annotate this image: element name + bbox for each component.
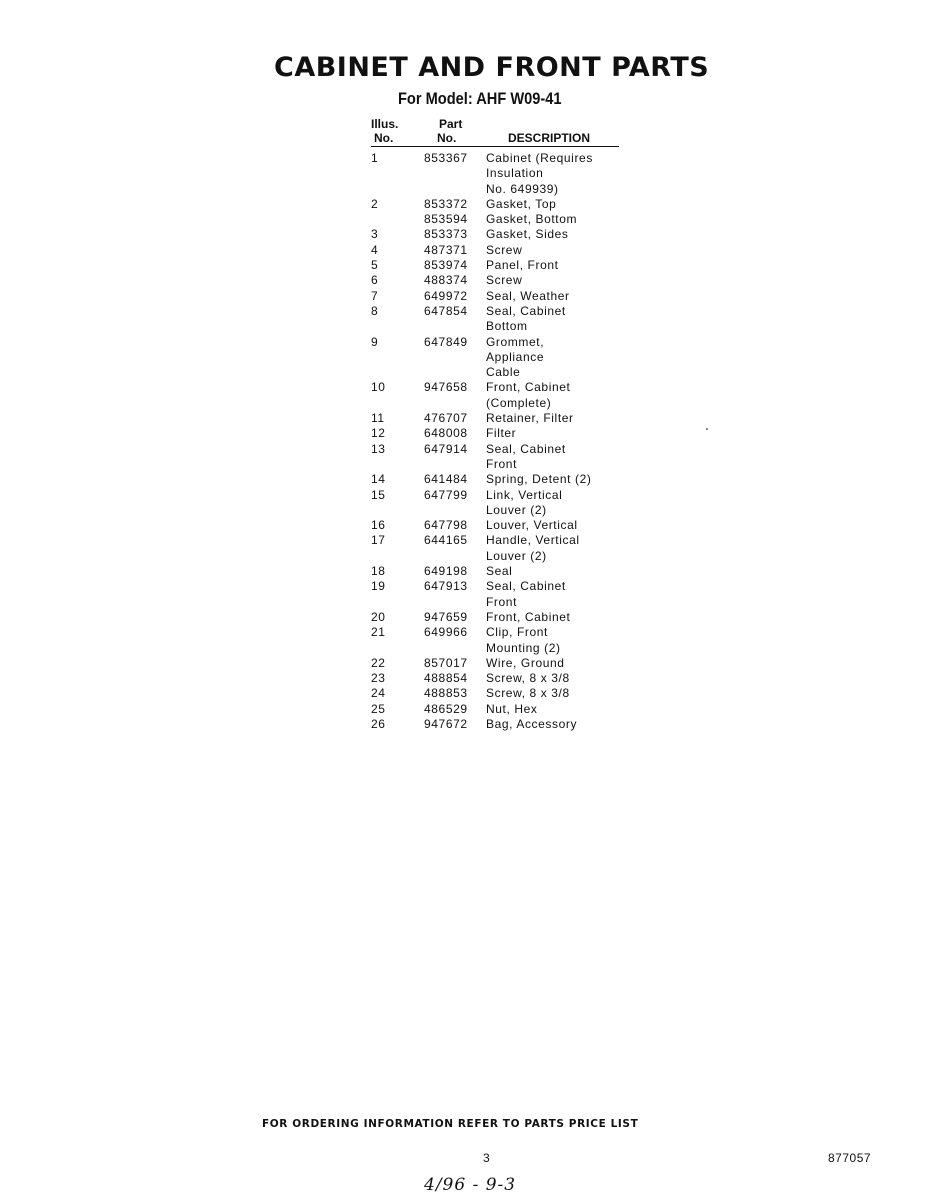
part-description <box>486 151 666 197</box>
illus-number: 19 <box>371 579 386 594</box>
part-number: 647798 <box>424 518 468 533</box>
part-number: 644165 <box>424 533 468 548</box>
description-line: Wire, Ground <box>486 655 565 670</box>
description-line: Bottom <box>486 319 528 334</box>
description-line: Grommet, <box>486 334 545 349</box>
parts-table <box>371 116 621 731</box>
part-description <box>486 289 666 304</box>
illus-number: 20 <box>371 609 386 624</box>
description-line: Spring, Detent (2) <box>486 472 592 487</box>
description-line: Louver (2) <box>486 502 547 517</box>
table-row <box>371 533 671 564</box>
part-description <box>486 518 666 533</box>
illus-number: 3 <box>371 227 379 242</box>
table-row <box>371 411 671 426</box>
table-row <box>371 656 671 671</box>
table-row <box>371 380 671 411</box>
table-row <box>371 273 671 288</box>
handwritten-date: 4/96 - 9-3 <box>424 1175 517 1195</box>
description-line: Screw <box>486 273 523 288</box>
table-row <box>371 671 671 686</box>
description-line: No. 649939) <box>486 181 559 196</box>
illus-number: 9 <box>371 334 379 349</box>
table-row <box>371 472 671 487</box>
illus-number: 25 <box>371 701 386 716</box>
table-row <box>371 610 671 625</box>
illus-number: 12 <box>371 426 386 441</box>
table-row <box>371 579 671 610</box>
description-line: Screw <box>486 242 523 257</box>
description-line: Cable <box>486 365 521 380</box>
table-row <box>371 151 671 197</box>
header-rule <box>371 146 619 147</box>
table-row <box>371 686 671 701</box>
part-description <box>486 227 666 242</box>
illus-number: 1 <box>371 151 379 165</box>
part-description <box>486 197 666 212</box>
part-number: 647849 <box>424 334 468 349</box>
part-number: 947658 <box>424 380 468 395</box>
illus-number: 26 <box>371 716 386 731</box>
part-description <box>486 380 666 411</box>
description-line: Seal <box>486 564 513 579</box>
description-line: Cabinet (Requires <box>486 151 593 165</box>
scan-speck <box>706 428 708 430</box>
description-line: Gasket, Sides <box>486 227 569 242</box>
table-row <box>371 702 671 717</box>
part-description <box>486 610 666 625</box>
illus-number: 22 <box>371 655 386 670</box>
header-part-line2: No. <box>437 131 457 145</box>
part-description <box>486 472 666 487</box>
part-number: 486529 <box>424 701 468 716</box>
part-number: 853594 <box>424 212 468 227</box>
illus-number: 17 <box>371 533 386 548</box>
header-part-line1: Part <box>439 117 463 131</box>
part-description <box>486 411 666 426</box>
part-number: 647854 <box>424 303 468 318</box>
description-line: Filter <box>486 426 517 441</box>
description-line: Panel, Front <box>486 258 559 273</box>
table-row <box>371 304 671 335</box>
illus-number: 5 <box>371 258 379 273</box>
part-number: 488853 <box>424 686 468 701</box>
illus-number: 7 <box>371 288 379 303</box>
part-description <box>486 656 666 671</box>
table-row <box>371 442 671 473</box>
description-line: Front <box>486 456 518 471</box>
part-description <box>486 442 666 473</box>
description-line: Gasket, Top <box>486 196 557 211</box>
illus-number: 4 <box>371 242 379 257</box>
table-row <box>371 197 671 212</box>
table-row <box>371 488 671 519</box>
table-row <box>371 227 671 242</box>
description-line: Louver (2) <box>486 548 547 563</box>
model-subtitle: For Model: AHF W09-41 <box>398 89 562 108</box>
description-line: Handle, Vertical <box>486 533 580 548</box>
part-description <box>486 686 666 701</box>
description-line: Seal, Cabinet <box>486 579 566 594</box>
table-header <box>371 116 621 146</box>
part-description <box>486 671 666 686</box>
table-row <box>371 426 671 441</box>
part-description <box>486 533 666 564</box>
description-line: Link, Vertical <box>486 487 563 502</box>
description-line: Gasket, Bottom <box>486 212 578 227</box>
part-number: 947659 <box>424 609 468 624</box>
illus-number: 16 <box>371 518 386 533</box>
part-number: 853974 <box>424 258 468 273</box>
illus-number: 8 <box>371 303 379 318</box>
description-line: Nut, Hex <box>486 701 538 716</box>
description-line: Retainer, Filter <box>486 411 574 426</box>
part-number: 857017 <box>424 655 468 670</box>
part-number: 488854 <box>424 671 468 686</box>
table-row <box>371 289 671 304</box>
header-description: DESCRIPTION <box>508 131 591 145</box>
part-description <box>486 212 666 227</box>
illus-number <box>371 212 411 227</box>
illus-number: 6 <box>371 273 379 288</box>
part-number: 853367 <box>424 151 468 165</box>
part-number: 487371 <box>424 242 468 257</box>
description-line: Seal, Cabinet <box>486 303 566 318</box>
part-number: 647799 <box>424 487 468 502</box>
part-description <box>486 717 666 732</box>
table-row <box>371 212 671 227</box>
ordering-note: FOR ORDERING INFORMATION REFER TO PARTS PRICE LIST <box>262 1118 639 1130</box>
description-line: Seal, Cabinet <box>486 441 566 456</box>
illus-number: 24 <box>371 686 386 701</box>
part-number: 649966 <box>424 625 468 640</box>
table-row <box>371 518 671 533</box>
page-title: CABINET AND FRONT PARTS <box>274 52 710 83</box>
part-number: 853373 <box>424 227 468 242</box>
part-description <box>486 304 666 335</box>
part-description <box>486 488 666 519</box>
illus-number: 23 <box>371 671 386 686</box>
page-number: 3 <box>483 1151 490 1165</box>
table-row <box>371 564 671 579</box>
part-number: 853372 <box>424 196 468 211</box>
description-line: Screw, 8 x 3/8 <box>486 686 570 701</box>
description-line: Bag, Accessory <box>486 716 578 731</box>
illus-number: 21 <box>371 625 386 640</box>
illus-number: 2 <box>371 196 379 211</box>
description-line: Appliance <box>486 349 545 364</box>
description-line: Front <box>486 594 518 609</box>
part-description <box>486 702 666 717</box>
table-row <box>371 335 671 381</box>
part-description <box>486 426 666 441</box>
part-number: 648008 <box>424 426 468 441</box>
illus-number: 15 <box>371 487 386 502</box>
description-line: Screw, 8 x 3/8 <box>486 671 570 686</box>
part-description <box>486 335 666 381</box>
description-line: Seal, Weather <box>486 288 570 303</box>
part-number: 641484 <box>424 472 468 487</box>
illus-number: 11 <box>371 411 385 426</box>
description-line: (Complete) <box>486 395 552 410</box>
description-line: Clip, Front <box>486 625 548 640</box>
part-description <box>486 564 666 579</box>
header-illus-line2: No. <box>374 131 394 145</box>
part-description <box>486 243 666 258</box>
description-line: Mounting (2) <box>486 640 561 655</box>
header-illus-line1: Illus. <box>371 117 399 131</box>
illus-number: 13 <box>371 441 386 456</box>
table-row <box>371 625 671 656</box>
table-row <box>371 258 671 273</box>
part-number: 649198 <box>424 564 468 579</box>
part-number: 947672 <box>424 716 468 731</box>
illus-number: 10 <box>371 380 386 395</box>
table-body <box>371 151 671 732</box>
description-line: Louver, Vertical <box>486 518 578 533</box>
part-description <box>486 579 666 610</box>
part-description <box>486 273 666 288</box>
part-number: 649972 <box>424 288 468 303</box>
illus-number: 18 <box>371 564 386 579</box>
table-row <box>371 243 671 258</box>
part-number: 488374 <box>424 273 468 288</box>
illus-number: 14 <box>371 472 386 487</box>
description-line: Front, Cabinet <box>486 380 571 395</box>
part-description <box>486 258 666 273</box>
part-number: 647914 <box>424 441 468 456</box>
part-description <box>486 625 666 656</box>
description-line: Insulation <box>486 166 544 181</box>
part-number: 476707 <box>424 411 468 426</box>
description-line: Front, Cabinet <box>486 609 571 624</box>
table-row <box>371 717 671 732</box>
part-number: 647913 <box>424 579 468 594</box>
document-number: 877057 <box>828 1151 872 1165</box>
